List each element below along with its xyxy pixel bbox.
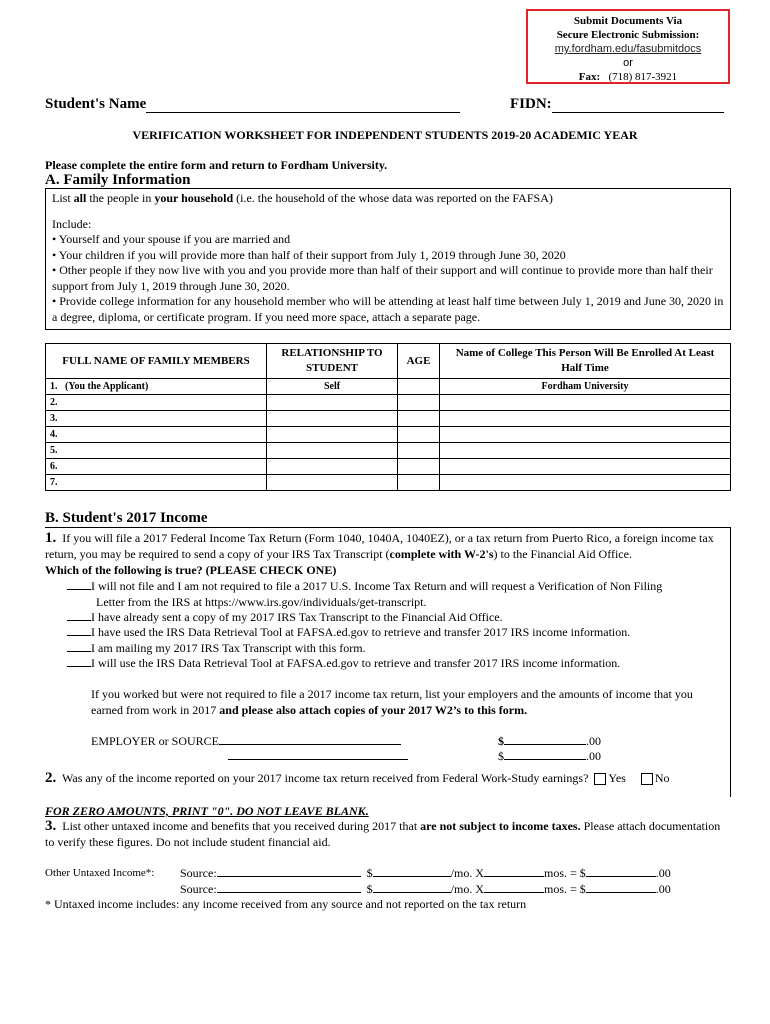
option-row: I will not file and I am not required to file a 2017 U.S. Income Tax Return and will request a Verification of Non Filing [67,579,662,595]
section-a-heading: A. Family Information [45,172,191,188]
member-name-cell[interactable]: 6. [46,459,267,475]
submit-line1: Submit Documents Via [573,15,683,27]
other-untaxed-label: Other Untaxed Income*: [45,867,155,879]
fidn-field[interactable] [552,98,724,113]
list-instruction: List all the people in your household (i.e. the household of the whose data was reported on the FAFSA) [52,191,553,205]
member-name-cell[interactable]: 2. [46,395,267,411]
employer-row: EMPLOYER or SOURCE [91,734,401,750]
college-cell[interactable] [440,459,731,475]
option-row: I have already sent a copy of my 2017 IRS Tax Transcript to the Financial Aid Office. [67,610,503,626]
months-field[interactable] [484,882,544,893]
source-field[interactable] [217,866,361,877]
employer-field[interactable] [219,734,401,745]
worked-instruction: If you worked but were not required to file a 2017 income tax return, list your employers and the amounts of income that you earned from work in 2017 and please also attach copies of your 2017 W2’s to this form. [91,687,693,717]
amount-field[interactable] [504,734,586,745]
fax-label: Fax: [578,71,601,83]
include-label: Include: [52,216,92,231]
yes-checkbox[interactable] [594,773,606,785]
age-cell[interactable] [398,395,440,411]
option-row: I am mailing my 2017 IRS Tax Transcript with this form. [67,641,366,657]
no-label: No [654,771,670,785]
submit-or: or [623,57,633,69]
amount-row: $ .00 [498,734,601,748]
col-header-college: Name of College This Person Will Be Enrolled At Least Half Time [440,344,731,379]
relationship-cell[interactable] [267,427,398,443]
months-field[interactable] [484,866,544,877]
age-cell[interactable] [398,411,440,427]
student-name-label: Student's Name [45,96,147,112]
bullet-item: • Provide college information for any household member who will be attending at least half time between July 1, 2019 and June 30, 2020 in a degree, diploma, or certificate program. If you need more space, attach a separate page. [52,294,724,324]
col-header-relationship: RELATIONSHIP TO STUDENT [267,344,398,379]
college-cell[interactable] [440,427,731,443]
member-name-cell[interactable]: 5. [46,443,267,459]
college-cell[interactable] [440,411,731,427]
relationship-cell[interactable]: Self [267,379,398,395]
yes-label: Yes [608,771,626,785]
relationship-cell[interactable] [267,459,398,475]
question-3: 3. List other untaxed income and benefits that you received during 2017 that are not subject to income taxes. Please attach documentation to verify these figures. Do not include student financial aid. [45,818,721,849]
bullet-item: • Your children if you will provide more than half of their support from July 1, 2019 through June 30, 2020 [52,247,566,262]
bullet-item: • Other people if they now live with you and you provide more than half of their support and will continue to provide more than half their support from July 1, 2019 through June 30, 2020. [52,263,713,293]
fidn-row [510,96,724,113]
fax-number: (718) 817-3921 [608,71,678,83]
option-row: I will use the IRS Data Retrieval Tool at FAFSA.ed.gov to retrieve and transfer 2017 IRS income information. [67,656,620,672]
page-title: VERIFICATION WORKSHEET FOR INDEPENDENT STUDENTS 2019-20 ACADEMIC YEAR [132,128,638,142]
instruction: Please complete the entire form and return to Fordham University. [45,158,388,172]
submit-url-link[interactable]: my.fordham.edu/fasubmitdocs [554,43,702,55]
table-row [46,411,731,427]
option-checkline[interactable] [67,625,91,636]
col-header-age: AGE [398,344,440,379]
table-row [46,427,731,443]
zero-amount-note: FOR ZERO AMOUNTS, PRINT "0". DO NOT LEAVE BLANK. [45,804,369,818]
source-field[interactable] [217,882,361,893]
monthly-amount-field[interactable] [373,882,451,893]
age-cell[interactable] [398,443,440,459]
section-b-heading: B. Student's 2017 Income [45,510,208,526]
total-field[interactable] [586,866,656,877]
college-cell[interactable] [440,475,731,491]
table-header-row [46,344,731,379]
age-cell[interactable] [398,427,440,443]
family-table [45,343,731,491]
relationship-cell[interactable] [267,395,398,411]
option-continuation: Letter from the IRS at https://www.irs.gov/individuals/get-transcript. [96,595,427,609]
untaxed-row: Source: $ /mo. X mos. = $ .00 [180,882,671,896]
option-checkline[interactable] [67,656,91,667]
student-name-row [45,96,460,113]
relationship-cell[interactable] [267,443,398,459]
age-cell[interactable] [398,379,440,395]
table-row [46,443,731,459]
member-name-cell[interactable]: 3. [46,411,267,427]
option-checkline[interactable] [67,579,91,590]
option-checkline[interactable] [67,610,91,621]
question-1: 1. If you will file a 2017 Federal Income Tax Return (Form 1040, 1040A, 1040EZ), or a tax return from Puerto Rico, a foreign income tax return, you may be required to send a copy of your IRS Tax Transcript (complete with W-2's) to the Financial Aid Office. [45,530,714,561]
member-name-cell[interactable]: 7. [46,475,267,491]
employer-row-2 [228,749,408,765]
relationship-cell[interactable] [267,411,398,427]
footnote: * Untaxed income includes: any income received from any source and not reported on the tax return [45,897,527,911]
member-name-cell[interactable]: 1. (You the Applicant) [46,379,267,395]
submit-info-box [526,9,730,84]
option-checkline[interactable] [67,641,91,652]
age-cell[interactable] [398,475,440,491]
question-2: 2. Was any of the income reported on your 2017 income tax return received from Federal Work-Study earnings? Yes No [45,770,670,786]
table-row [46,395,731,411]
amount-row: $ .00 [498,749,601,763]
table-row [46,459,731,475]
total-field[interactable] [586,882,656,893]
submit-line2: Secure Electronic Submission: [556,29,700,41]
table-row [46,379,731,395]
college-cell[interactable]: Fordham University [440,379,731,395]
employer-field[interactable] [228,749,408,760]
relationship-cell[interactable] [267,475,398,491]
student-name-field[interactable] [146,98,460,113]
bullet-item: • Yourself and your spouse if you are married and [52,232,291,246]
table-row [46,475,731,491]
amount-field[interactable] [504,749,586,760]
col-header-name: FULL NAME OF FAMILY MEMBERS [46,344,267,379]
which-is-true: Which of the following is true? (PLEASE CHECK ONE) [45,563,337,577]
member-name-cell[interactable]: 4. [46,427,267,443]
college-cell[interactable] [440,395,731,411]
age-cell[interactable] [398,459,440,475]
untaxed-row: Source: $ /mo. X mos. = $ .00 [180,866,671,880]
option-row: I have used the IRS Data Retrieval Tool at FAFSA.ed.gov to retrieve and transfer 2017 IRS income information. [67,625,630,641]
monthly-amount-field[interactable] [373,866,451,877]
section-a-box [45,188,731,330]
fidn-label: FIDN: [510,96,552,112]
no-checkbox[interactable] [641,773,653,785]
college-cell[interactable] [440,443,731,459]
